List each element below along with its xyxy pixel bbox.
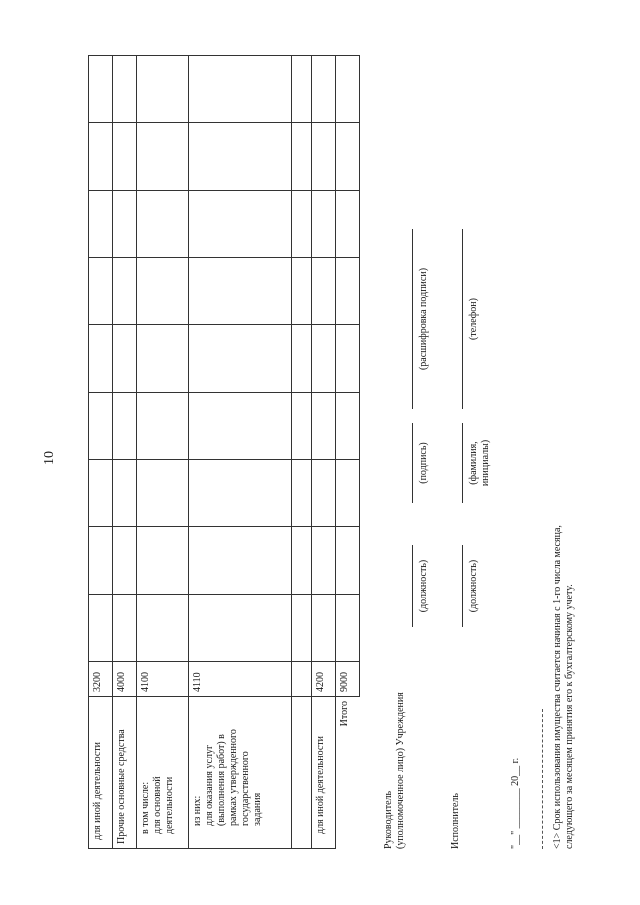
- row-name: Прочие основные средства: [113, 697, 137, 849]
- cell: [89, 594, 113, 661]
- executor-phone-caption: (телефон): [468, 298, 479, 340]
- cell: [113, 460, 137, 527]
- cell: [335, 258, 359, 325]
- signature-line: [412, 423, 413, 503]
- footnote-rule: [542, 709, 543, 849]
- table-row: [89, 56, 113, 849]
- executor-position-line: [462, 545, 463, 627]
- cell: [189, 392, 291, 459]
- executor-label: Исполнитель: [450, 793, 461, 849]
- cell: [291, 123, 311, 190]
- position-line: [412, 545, 413, 627]
- cell: [137, 325, 189, 392]
- cell: [189, 123, 291, 190]
- table-row: [291, 56, 311, 849]
- page-number: 10: [42, 451, 57, 465]
- cell: [291, 190, 311, 257]
- cell: [137, 392, 189, 459]
- table-row: [137, 56, 189, 849]
- cell: [137, 527, 189, 594]
- cell: [335, 594, 359, 661]
- head-sublabel: (уполномоченное лицо) Учреждения: [395, 692, 406, 849]
- cell: [189, 594, 291, 661]
- cell: [291, 594, 311, 661]
- cell: [113, 190, 137, 257]
- footnote-line-2: следующего за месяцем принятия его к бухгалтерскому учету.: [564, 584, 575, 849]
- cell: [335, 123, 359, 190]
- cell: [89, 460, 113, 527]
- cell: [335, 392, 359, 459]
- executor-name-caption: (фамилия, инициалы): [468, 439, 491, 487]
- cell: [335, 56, 359, 123]
- cell: [113, 258, 137, 325]
- cell: [137, 594, 189, 661]
- cell: [311, 392, 335, 459]
- table-row: [311, 56, 335, 849]
- decoding-caption: (расшифровка подписи): [418, 267, 429, 371]
- cell: [291, 392, 311, 459]
- cell: [189, 56, 291, 123]
- row-code: 4100: [137, 662, 189, 697]
- cell: [189, 190, 291, 257]
- cell: [291, 56, 311, 123]
- cell: [113, 594, 137, 661]
- row-code: [291, 662, 311, 697]
- cell: [291, 325, 311, 392]
- cell: [311, 460, 335, 527]
- cell: [311, 190, 335, 257]
- cell: [189, 460, 291, 527]
- decoding-line: [412, 229, 413, 409]
- cell: [311, 594, 335, 661]
- cell: [89, 325, 113, 392]
- cell: [335, 527, 359, 594]
- executor-name-line: [462, 423, 463, 503]
- row-code: 9000: [335, 662, 359, 697]
- cell: [137, 56, 189, 123]
- cell: [113, 123, 137, 190]
- executor-position-caption: (должность): [468, 559, 479, 613]
- position-caption: (должность): [418, 559, 429, 613]
- cell: [89, 56, 113, 123]
- property-table: [88, 55, 360, 849]
- cell: [113, 527, 137, 594]
- cell: [189, 527, 291, 594]
- cell: [291, 460, 311, 527]
- cell: [89, 190, 113, 257]
- cell: [311, 56, 335, 123]
- cell: [113, 325, 137, 392]
- row-code: 4000: [113, 662, 137, 697]
- cell: [89, 392, 113, 459]
- cell: [311, 527, 335, 594]
- row-name: [291, 697, 311, 849]
- cell: [335, 325, 359, 392]
- footnote-line-1: <1> Срок использования имущества считается начиная с 1-го числа месяца,: [552, 525, 563, 849]
- row-code: 4200: [311, 662, 335, 697]
- table-row: [113, 56, 137, 849]
- cell: [137, 123, 189, 190]
- cell: [89, 123, 113, 190]
- cell: [89, 258, 113, 325]
- cell: [89, 527, 113, 594]
- cell: [335, 190, 359, 257]
- cell: [291, 527, 311, 594]
- row-code: 4110: [189, 662, 291, 697]
- row-name: для иной деятельности: [89, 697, 113, 849]
- cell: [311, 325, 335, 392]
- cell: [137, 460, 189, 527]
- cell: [335, 460, 359, 527]
- executor-phone-line: [462, 229, 463, 409]
- cell: [291, 258, 311, 325]
- cell: [137, 190, 189, 257]
- head-label: Руководитель: [383, 790, 394, 849]
- cell: [189, 325, 291, 392]
- cell: [113, 392, 137, 459]
- total-label: Итого: [335, 697, 359, 849]
- row-name: из них: для оказания услуг (выполнения работ) в рамках утвержденного государственного задания: [189, 697, 291, 849]
- row-name: в том числе: для основной деятельности: [137, 697, 189, 849]
- row-code: 3200: [89, 662, 113, 697]
- date-line: "__" ________ 20__ г.: [510, 757, 521, 849]
- cell: [137, 258, 189, 325]
- row-name: для иной деятельности: [311, 697, 335, 849]
- cell: [311, 123, 335, 190]
- table-row: [335, 56, 359, 849]
- cell: [311, 258, 335, 325]
- signature-caption: (подпись): [418, 442, 429, 484]
- cell: [189, 258, 291, 325]
- table-row: [189, 56, 291, 849]
- cell: [113, 56, 137, 123]
